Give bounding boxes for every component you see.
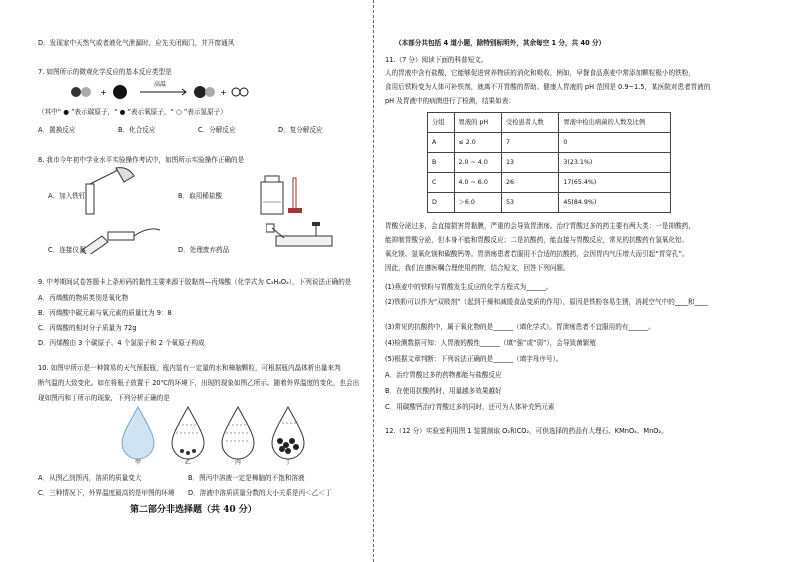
column-divider [373,0,374,562]
part2-title: 第二部分非选择题（共 40 分） [130,505,257,515]
table-cell: 2.0 ~ 4.0 [454,153,501,173]
q7-option-b: B．化合反应 [118,126,156,134]
q11-p2-line4: 因此，我们在遵医嘱合理使用药物，结合短文，回答下列问题。 [385,264,570,272]
q8-image-a [78,166,138,216]
q9-stem: 9. 中考期间试卷答题卡上条形码的黏性主要来源于胶黏剂—丙烯酸（化学式为 C₃H₄O₂），下列说法正确的是 [38,278,352,286]
q7-legend: （其中“ ● ”表示碳原子，“ ● ”表示氧原子，“ ○ ”表示氢原子） [38,108,227,116]
q10-option-c: C．三种情况下，外界温度最高的是甲图的环境 [38,489,175,497]
q8-stem: 8. 我市今年初中学业水平实验操作考试中，如图所示实验操作正确的是 [38,156,245,164]
table-header-row [428,113,671,133]
q11-item-4: (4)检测数据可知：人胃液的酸性______（填“强”或“弱”），会导致菌繁殖 [385,339,596,347]
table-cell: 17(65.4%) [559,173,671,193]
q11-p1-line3: pH 及胃液中的病菌进行了检测，结果如表： [385,97,515,105]
q11-item-5: (5)根据文章判断：下列说法正确的是______（填字母序号）。 [385,355,563,363]
q10-stem-line2: 断气温的大致变化。如在将瓶子放置于 20℃的环境下，出现的现象如图乙所示。随着外界温度的变化，也会出 [38,379,360,387]
table-cell: 3(23.1%) [559,153,671,173]
table-cell: ＞6.0 [454,193,501,213]
q11-data-table [427,112,671,213]
q11-title: 11.（7 分）阅读下面的科普短文。 [385,56,488,64]
q10-label-yi: 乙 [185,459,192,466]
q7-condition: 高温 [154,81,167,88]
q7-reaction-diagram [68,80,258,102]
q11-p1-line1: 人的胃液中含有盐酸，它能够促进营养物质的消化和吸收，例如，早餐食品燕麦中常添加颗粒极小的铁粉， [385,69,695,77]
q10-bottles [118,405,318,460]
q11-p2-line1: 胃酸分泌过多，会直接损害胃黏膜，严重的会导致胃溃疡。治疗胃酸过多的药主要有两大类：一是抑酸药， [385,222,695,230]
q6-option-d: D．发现家中天然气或者液化气泄漏时，应先关闭阀门，并开窗通风 [38,39,235,47]
q10-option-b: B．图丙中溶液一定是樟脑的不饱和溶液 [188,474,305,482]
table-cell: 45(84.9%) [559,193,671,213]
table-header-cell: 受检患者人数 [501,113,558,133]
q10-label-ding: 丁 [285,459,292,466]
q10-label-jia: 甲 [135,459,142,466]
q7-option-c: C．分解反应 [198,126,236,134]
q10-label-bing: 丙 [235,459,242,466]
table-header-cell: 分组 [428,113,455,133]
svg-text:+: + [220,88,227,97]
table-row [428,153,671,173]
table-header-cell: 胃液中检出病菌的人数及比例 [559,113,671,133]
q11-p2-line3: 氧化镁、氢氧化镁和碳酸钙等。胃溃疡患者若服用不合适的抗酸药，会因胃内气压增大而引起“胃穿孔”。 [385,250,689,258]
q8-image-b [253,172,313,218]
q7-stem: 7. 如图所示的微观化学反应的基本反应类型是 [38,68,172,76]
q11-option-c: C．用碳酸钙治疗胃酸过多的同时，还可为人体补充钙元素 [385,403,555,411]
q8-option-d: D．处理废弃药品 [178,246,230,254]
svg-text:+: + [100,88,107,97]
table-row [428,193,671,213]
table-cell: 13 [501,153,558,173]
q7-option-a: A．置换反应 [38,126,76,134]
q10-option-a: A．从图乙到图丙，溶质的质量变大 [38,474,142,482]
table-cell: 26 [501,173,558,193]
q9-option-a: A．丙烯酸的物质类别是氧化物 [38,294,129,302]
q12-text: 12.（12 分）实验室利用图 1 装置制取 O₂和CO₂，可供选择的药品有大理石、KMnO₄、MnO₂。 [385,427,668,435]
q9-option-b: B．丙烯酸中碳元素与氧元素的质量比为 9：8 [38,309,172,317]
q11-item-2: (2)铁粉可以作为“双吸剂”（起到干燥和减缓食品变质的作用），原因是铁粉容易生锈，消耗空气中的____和____ [385,298,708,306]
q10-stem-line3: 现如图丙和丁所示的现象，下列分析正确的是 [38,394,170,402]
table-header-cell: 胃液的 pH [454,113,501,133]
q8-image-d [266,222,336,254]
left-column [38,0,358,562]
table-row [428,173,671,193]
q8-image-c [78,222,168,254]
table-cell: A [428,133,455,153]
table-cell: D [428,193,455,213]
q11-p2-line2: 能抑制胃酸分泌，但本身不能和胃酸反应；二是抗酸药，能直接与胃酸反应，常见的抗酸药有氢氧化铝、 [385,236,689,244]
q11-p1-line2: 食用后铁粉变为人体可补铁剂，就离不开胃酸的帮助。健康人胃液的 pH 范围是 0.9~1.5，某医院对患者胃液的 [385,83,711,91]
table-cell: C [428,173,455,193]
table-cell: ≤ 2.0 [454,133,501,153]
table-cell: 7 [501,133,558,153]
table-cell: 53 [501,193,558,213]
q11-option-a: A．治疗胃酸过多的药物都能与盐酸反应 [385,371,502,379]
table-cell: B [428,153,455,173]
table-cell: 4.0 ~ 6.0 [454,173,501,193]
q9-option-d: D．丙烯酸由 3 个碳原子、4 个氢原子和 2 个氧原子构成 [38,339,205,347]
table-row [428,133,671,153]
part2-intro: （本部分共包括 4 道小题，除特别标明外，其余每空 1 分，共 40 分） [395,39,606,47]
q9-option-c: C．丙烯酸的相对分子质量为 72g [38,324,137,332]
q8-option-b: B．取用稀盐酸 [178,192,223,200]
right-column [385,0,725,562]
q11-item-3: (3)常见的抗酸药中，属于氧化物的是______（填化学式）。胃溃疡患者不宜服用的有______。 [385,323,655,331]
q10-option-d: D．溶液中溶质质量分数的大小关系是丙＜乙＜丁 [188,489,332,497]
q11-option-b: B．在使用抗酸药时，用量越多效果越好 [385,387,502,395]
q8-option-c: C．连接仪器 [48,246,86,254]
q10-stem-line1: 10. 如图甲所示是一种简易的天气预报瓶，瓶内装有一定量的水和樟脑颗粒，可根据瓶内晶体析出量来判 [38,364,341,372]
q7-option-d: D．复分解反应 [278,126,323,134]
q8-option-a: A．加入铁钉 [48,192,86,200]
q11-item-1: (1)燕麦中的铁粉与胃酸发生反应的化学方程式为______。 [385,283,553,291]
table-cell: 0 [559,133,671,153]
